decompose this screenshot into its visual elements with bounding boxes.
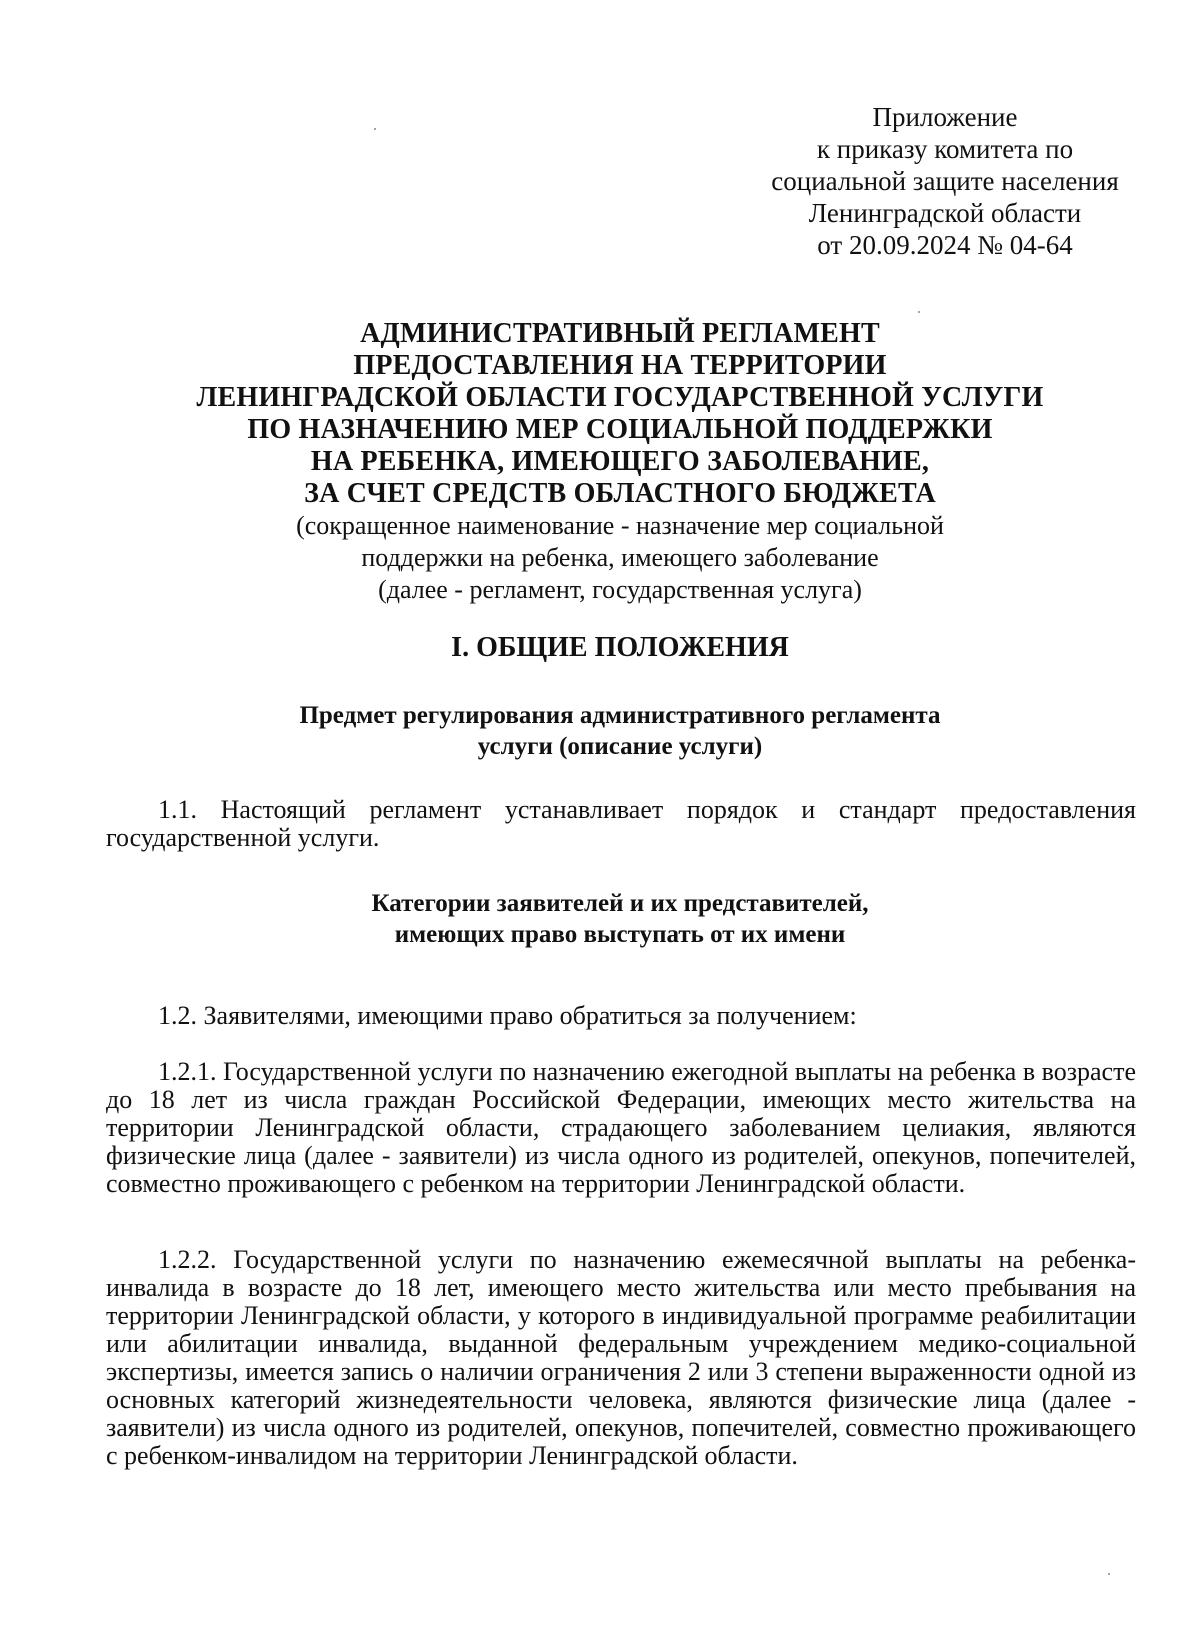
scan-speck: [1108, 1573, 1110, 1575]
appendix-line: Приложение: [872, 102, 1018, 132]
scan-speck: [918, 311, 920, 313]
paragraph-1-2-2: 1.2.2. Государственной услуги по назначению ежемесячной выплаты на ребенка-инвалида в возрасте до 18 лет, имеющего место жительства или место пребывания на территории Ленинградской области, у которого в индивидуальной программе реабилитации или абилитации инвалида, выданной федеральным учреждением медико-социальной экспертизы, имеется запись о наличии ограничения 2 или 3 степени выраженности одной из основных категорий жизнедеятельности человека, являются физические лица (далее - заявители) из числа одного из родителей, опекунов, попечителей, совместно проживающего с ребенком-инвалидом на территории Ленинградской области.: [106, 1245, 1136, 1470]
title-line: ЗА СЧЕТ СРЕДСТВ ОБЛАСТНОГО БЮДЖЕТА: [304, 478, 936, 509]
appendix-line: к приказу комитета по: [816, 134, 1074, 164]
subtitle-line: (далее - регламент, государственная услуга): [378, 575, 862, 604]
document-title: [100, 318, 1140, 606]
subsection-heading-line: услуги (описание услуги): [477, 733, 763, 760]
title-line: НА РЕБЕНКА, ИМЕЮЩЕГО ЗАБОЛЕВАНИЕ,: [310, 446, 930, 477]
scan-speck: [374, 128, 376, 130]
subtitle-line: поддержки на ребенка, имеющего заболевание: [361, 543, 879, 572]
subtitle-line: (сокращенное наименование - назначение мер социальной: [296, 511, 944, 540]
subsection-heading-line: Категории заявителей и их представителей,: [371, 890, 869, 917]
appendix-block: [760, 101, 1130, 261]
paragraph-1-2-1: 1.2.1. Государственной услуги по назначению ежегодной выплаты на ребенка в возрасте до 18 лет из числа граждан Российской Федерации, имеющих место жительства на территории Ленинградской области, страдающего заболеванием целиакия, являются физические лица (далее - заявители) из числа одного из родителей, опекунов, попечителей, совместно проживающего с ребенком на территории Ленинградской области.: [106, 1057, 1136, 1198]
paragraph-1-2: 1.2. Заявителями, имеющими право обратиться за получением:: [158, 1001, 857, 1030]
appendix-line: социальной защите населения: [771, 166, 1119, 196]
title-line: ПО НАЗНАЧЕНИЮ МЕР СОЦИАЛЬНОЙ ПОДДЕРЖКИ: [247, 414, 993, 445]
subsection-heading: [100, 888, 1140, 950]
paragraph-1-1: 1.1. Настоящий регламент устанавливает порядок и стандарт предоставления государственной услуги.: [106, 795, 1136, 852]
title-line: АДМИНИСТРАТИВНЫЙ РЕГЛАМЕНТ: [360, 318, 880, 349]
subsection-heading-line: имеющих право выступать от их имени: [394, 921, 846, 948]
appendix-line: Ленинградской области: [808, 198, 1082, 228]
title-line: ЛЕНИНГРАДСКОЙ ОБЛАСТИ ГОСУДАРСТВЕННОЙ УСЛУГИ: [196, 382, 1044, 413]
appendix-line: от 20.09.2024 № 04-64: [817, 230, 1073, 260]
title-line: ПРЕДОСТАВЛЕНИЯ НА ТЕРРИТОРИИ: [353, 350, 887, 381]
subsection-heading: [100, 700, 1140, 762]
subsection-heading-line: Предмет регулирования административного регламента: [299, 702, 941, 729]
section-heading: I. ОБЩИЕ ПОЛОЖЕНИЯ: [451, 632, 789, 663]
